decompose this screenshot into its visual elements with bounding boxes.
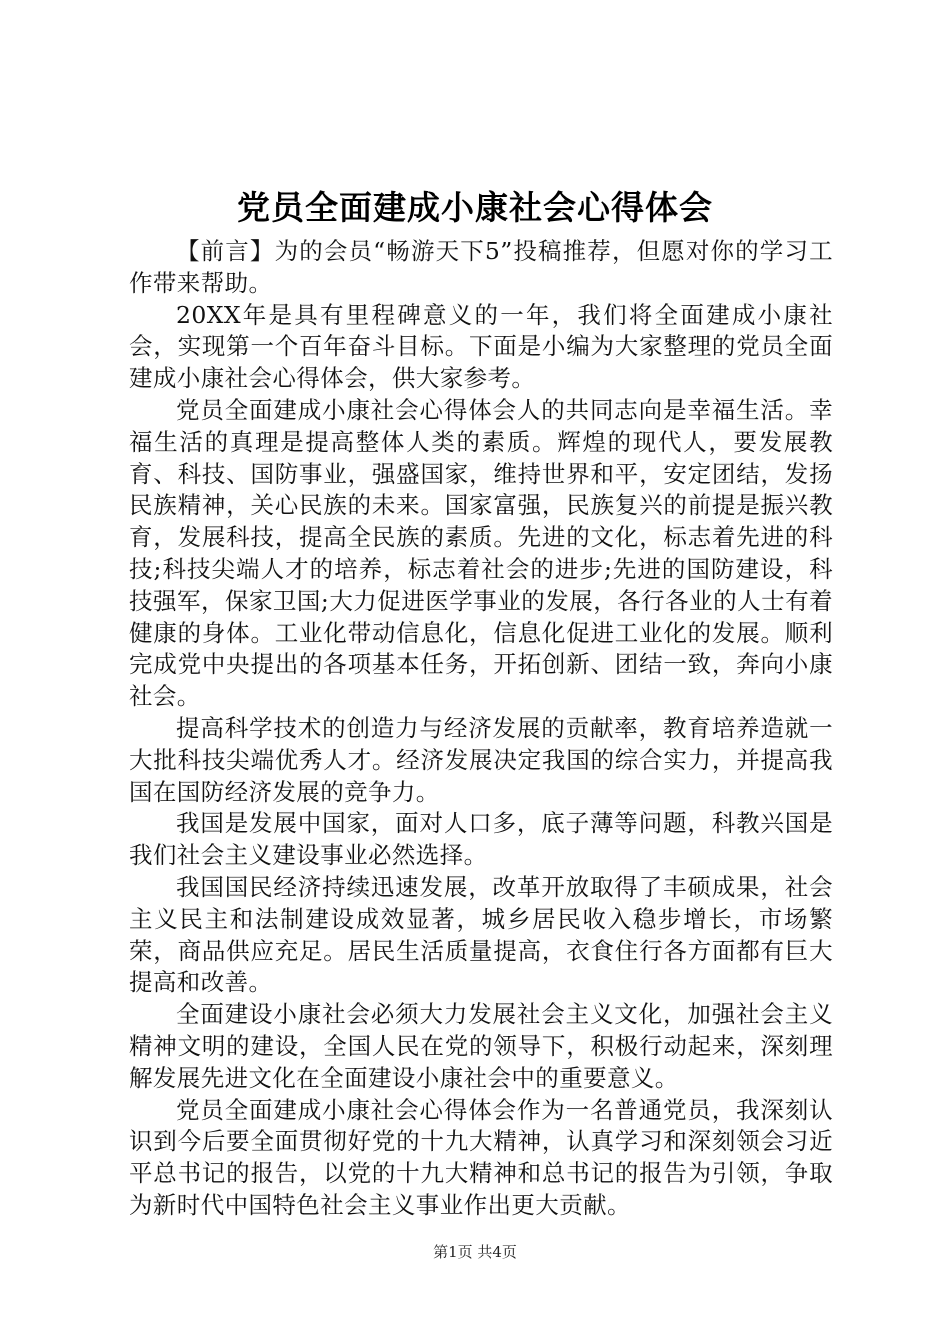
paragraph-economy: 我国国民经济持续迅速发展，改革开放取得了丰硕成果，社会主义民主和法制建设成效显著，城乡居民收入稳步增长，市场繁荣，商品供应充足。居民生活质量提高，衣食住行各方面都有巨大提高和改善。: [129, 872, 833, 997]
paragraph-science-technology: 提高科学技术的创造力与经济发展的贡献率，教育培养造就一大批科技尖端优秀人才。经济发展决定我国的综合实力，并提高我国在国防经济发展的竞争力。: [129, 713, 833, 806]
document-title: 党员全面建成小康社会心得体会: [237, 188, 713, 227]
paragraph-common-aspiration: 党员全面建成小康社会心得体会人的共同志向是幸福生活。幸福生活的真理是提高整体人类的素质。辉煌的现代人，要发展教育、科技、国防事业，强盛国家，维持世界和平，安定团结，发扬民族精神，关心民族的未来。国家富强，民族复兴的前提是振兴教育，发展科技，提高全民族的素质。先进的文化，标志着先进的科技;科技尖端人才的培养，标志着社会的进步;先进的国防建设，科技强军，保家卫国;大力促进医学事业的发展，各行各业的人士有着健康的身体。工业化带动信息化，信息化促进工业化的发展。顺利完成党中央提出的各项基本任务，开拓创新、团结一致，奔向小康社会。: [129, 395, 833, 711]
paragraph-party-member: 党员全面建成小康社会心得体会作为一名普通党员，我深刻认识到今后要全面贯彻好党的十九大精神，认真学习和深刻领会习近平总书记的报告，以党的十九大精神和总书记的报告为引领，争取为新时代中国特色社会主义事业作出更大贡献。: [129, 1095, 833, 1219]
paragraph-preface: 【前言】为的会员“畅游天下5”投稿推荐，但愿对你的学习工作带来帮助。: [129, 237, 833, 297]
paragraph-intro: 20XX年是具有里程碑意义的一年，我们将全面建成小康社会，实现第一个百年奋斗目标。下面是小编为大家整理的党员全面建成小康社会心得体会，供大家参考。: [129, 300, 833, 393]
paragraph-developing-country: 我国是发展中国家，面对人口多，底子薄等问题，科教兴国是我们社会主义建设事业必然选择。: [129, 809, 833, 870]
page-number-footer: 第1页 共4页: [433, 1243, 517, 1261]
paragraph-culture: 全面建设小康社会必须大力发展社会主义文化，加强社会主义精神文明的建设，全国人民在党的领导下，积极行动起来，深刻理解发展先进文化在全面建设小康社会中的重要意义。: [129, 1000, 833, 1092]
document-body: [129, 236, 833, 1222]
